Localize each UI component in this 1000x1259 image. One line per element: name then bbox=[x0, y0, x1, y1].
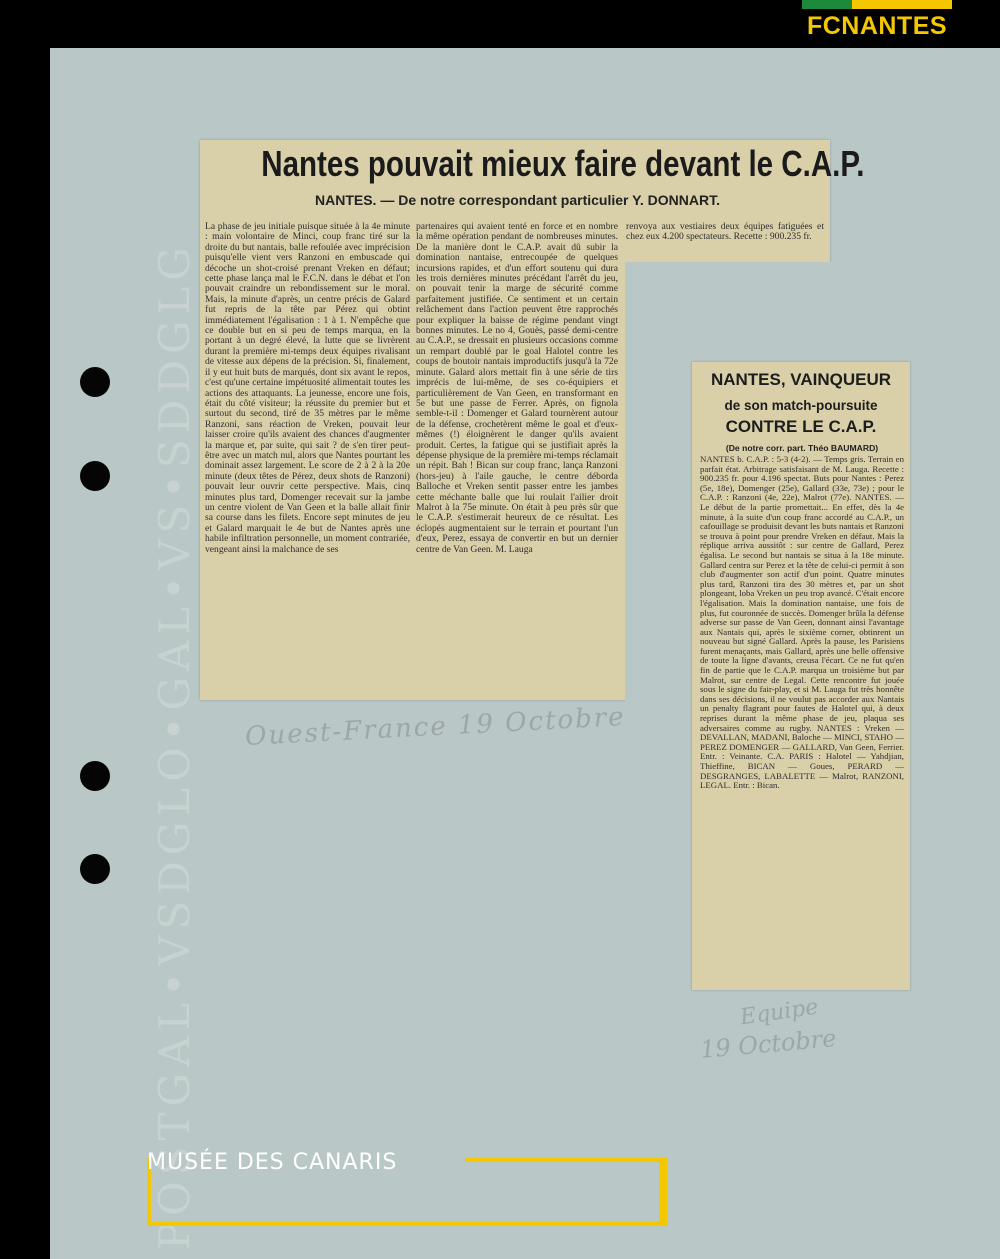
article1-byline: NANTES. — De notre correspondant particulier Y. DONNART. bbox=[314, 192, 721, 208]
handwritten-note-equipe: Equipe bbox=[738, 994, 820, 1031]
binder-hole bbox=[80, 367, 110, 397]
binder-hole bbox=[80, 761, 110, 791]
article1-column-1: La phase de jeu initiale puisque située à la 4e minute : main volontaire de Minci, coup franc tiré sur la droite du but nantais, balle refoulée avec imprécision puisqu'elle vient vers Ranzoni en embuscade qui décoche un shot-croisé prenant Vreken en défaut; cette phase lança mal le F.C.N. dans le débat et l'on pouvait craindre un rebondissement sur le moral. Mais, la minute d'après, un centre précis de Galard fut repris de la tête par Pérez qui obtint immédiatement l'égalisation : 1 à 1. N'empêche que ce double but en si peu de temps marqua, en la portant à un degré élevé, la lutte que se livrèrent durant la première mi-temps deux équipes rivalisant de vitesse aux dépens de la précision. Si, finalement, il y eut huit buts de marqués, dont six avant le repos, c'est qu'une certaine impétuosité alimentait toutes les actions des attaquants. La jeunesse, encore une fois, était du côté visiteur; la réussite du premier but et surtout du second, tiré de 35 mètres par le même Ranzoni, sans réaction de Vreken, pouvait leur laisser croire qu'ils avaient des chances d'augmenter la marque et, par suite, qui sait ? de s'en tirer peut-être avec un match nul, alors que Nantes pourtant les dominait assez largement. Le score de 2 à 2 à la 20e minute (deux têtes de Pérez, deux shots de Ranzoni) pouvait leur ouvrir cette perspective. Mais, cinq minutes plus tard, Domenger recevait sur la jambe un centre violent de Van Geen et la balle allait finir sa course dans les filets. Encore sept minutes de jeu et Galard marquait le 4e but de Nantes après une habile infiltration personnelle, un moment contrariée, vengeant ainsi la malchance de ses bbox=[205, 222, 410, 555]
binder-hole bbox=[80, 854, 110, 884]
handwritten-note-ouest-france: Ouest-France 19 Octobre bbox=[244, 702, 627, 752]
article1-column-2: partenaires qui avaient tenté en force et en nombre la même opération pendant de nombreuses minutes. De la manière dont le C.A.P. avait dû subir la domination nantaise, entrecoupée de quelques incursions rapides, et d'un effort soutenu qui dura les trois dernières minutes précédant l'arrêt du jeu, on pouvait tenir la marge de sécurité comme parfaitement justifiée. Ce sentiment et un certain relâchement dans l'action peuvent être rapprochés pour expliquer la baisse de régime pendant vingt bonnes minutes. Le no 4, Gouès, passé demi-centre au C.A.P., se dressait en plusieurs occasions comme un rempart doublé par le goal Halotel contre les coups de boutoir nantais improductifs jusqu'à la 72e minute. Galard alors mettait fin à une série de tirs imprécis de lui-même, de ses co-équipiers et particulièrement de Van Geen, en transformant en 5e but une passe de Ferrer. Après, on fignola semble-t-il : Domenger et Galard tournèrent autour de la défense, crochetèrent même le goal et d'eux-mêmes (!) éloignèrent le danger qu'ils avaient produit. Certes, la fatigue qui se justifiait après la dépense physique de la première mi-temps réclamait un répit. Bah ! Bican sur coup franc, lança Ranzoni (hors-jeu) à l'aile gauche, le centre déborda Balloche et Vreken sentit passer entre les jambes cette méchante balle que lui roulait l'ailier droit Malrot à la 75e minute. On était à peu près sûr que le C.A.P. s'estimerait heureux de ce résultat. Les éclopés augmentaient sur le terrain et pourtant l'un d'eux, Perez, essaya de convertir en but un dernier centre de Van Geen. M. Lauga bbox=[416, 222, 618, 555]
article2-headline-2: de son match-poursuite bbox=[724, 398, 878, 413]
article1-headline: Nantes pouvait mieux faire devant le C.A.P. bbox=[261, 143, 865, 184]
article2-headline-3: CONTRE LE C.A.P. bbox=[725, 417, 877, 436]
article1-column-3: renvoya aux vestiaires deux équipes fatiguées et chez eux 4.200 spectateurs. Recette : 900.235 fr. bbox=[626, 222, 824, 243]
article2-body: NANTES b. C.A.P. : 5-3 (4-2). — Temps gris. Terrain en parfait état. Arbitrage satisfaisant de M. Lauga. Recette : 900.235 fr. pour 4.196 spectat. Buts pour Nantes : Perez (5e, 18e), Domenger (25e), Gallard (33e, 73e) ; pour le C.A.P. : Ranzoni (4e, 22e), Malrot (77e). NANTES. — Le début de la partie promettait... En effet, dès la 4e minute, à la suite d'un coup franc accordé au C.A.P., un cafouillage se produisit devant les buts nantais et Ranzoni se trouva à point pour prendre Vreken en défaut. Mais la réplique arriva aussitôt : sur centre de Gallard, Perez égalisa. Le second but nantais se situa à la 18e minute. Gallard centra sur Perez et la tête de celui-ci permit à son club d'augmenter son actif d'un point. Quatre minutes plus tard, Ranzoni tira des 30 mètres et, par un shot plongeant, loba Vreken un peu trop avancé. C'était encore l'égalisation. Mais la domination nantaise, une fois de plus, fut couronnée de succès. Domenger brûla la défense adverse sur passe de Van Geen, donnant ainsi l'avantage aux Nantais qui, après le sixième corner, obtinrent un nouveau but signé Gallard. Après la pause, les Parisiens furent menaçants, mais Gallard, après une belle offensive de toute la ligne d'avants, creusa l'écart. Ce ne fut qu'en fin de partie que le C.A.P. marqua un troisième but par Malrot, sur centre de Legal. Cette rencontre fut jouée sous le signe du fair-play, et si M. Lauga fut très honnête dans ses décisions, il ne voulut pas accorder aux Nantais un penalty flagrant pour fautes de Halotel qui, à deux reprises durant la même phase de jeu, plaqua ses adversaires comme au rugby. NANTES : Vreken — DEVALLAN, MADANI, Baloche — MINCI, STAHO — PEREZ DOMENGER — GALLARD, Van Geen, Ferrier. Entr. : Veinante. C.A. PARIS : Halotel — Yahdjian, Thieffine, BICAN — Goues, PERARD — DESGRANGES, LABALETTE — Malrot, RANZONI, LEGAL. Entr. : Bican. bbox=[700, 455, 904, 791]
handwritten-note-date: 19 Octobre bbox=[699, 1024, 838, 1064]
article2-correspondent: (De notre corr. part. Théo BAUMARD) bbox=[725, 443, 879, 453]
binder-hole bbox=[80, 461, 110, 491]
logo-color-bar bbox=[802, 0, 952, 9]
footer-title: MUSÉE DES CANARIS bbox=[147, 1150, 398, 1175]
watermark: POSTGAL•VSDGLO•GAL•VS•SDDGLG bbox=[150, 241, 199, 1250]
fcnantes-logo: FCNANTES bbox=[806, 12, 948, 40]
footer-frame-top bbox=[465, 1158, 663, 1162]
footer-frame-right bbox=[659, 1158, 663, 1226]
article2-headline-1: NANTES, VAINQUEUR bbox=[710, 370, 892, 389]
